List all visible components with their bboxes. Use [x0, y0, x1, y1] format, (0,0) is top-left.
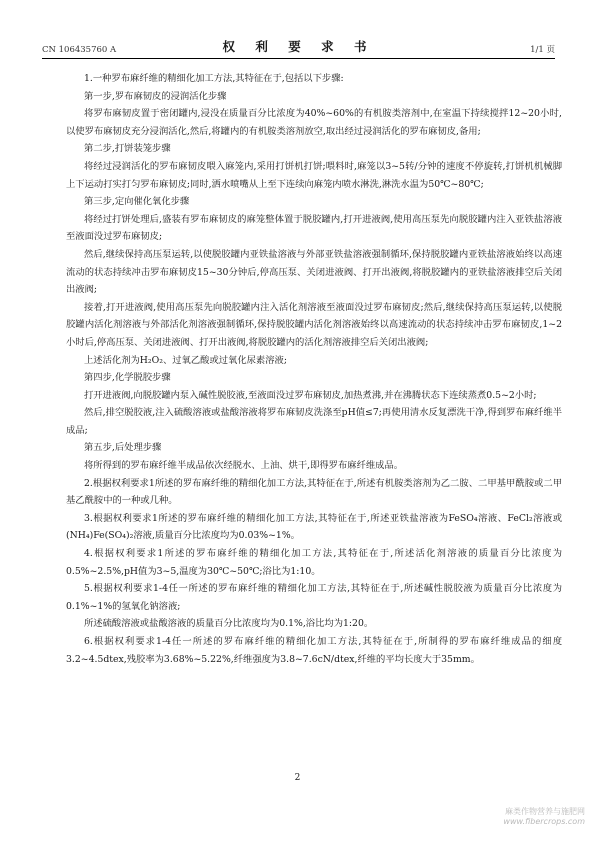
claim-paragraph: 将经过浸润活化的罗布麻韧皮喂入麻笼内,采用打饼机打饼;喂料时,麻笼以3~5转/分钟的速度不停旋转,打饼机机械脚上下运动打实打匀罗布麻韧皮;同时,洒水喷嘴从上至下连续向麻笼内喷水淋洗,淋洗水温为50℃~80℃; — [66, 160, 562, 190]
claim-paragraph: 将罗布麻韧皮置于密闭罐内,浸没在质量百分比浓度为40%~60%的有机胺类溶剂中,在室温下持续搅拌12~20小时,以使罗布麻韧皮充分浸润活化,然后,将罐内的有机胺类溶剂放空,取出经过浸润活化的罗布麻韧皮,备用; — [66, 108, 562, 137]
claim-paragraph: 1.一种罗布麻纤维的精细化加工方法,其特征在于,包括以下步骤: — [84, 73, 344, 84]
page-header — [42, 39, 555, 59]
claim-paragraph: 第四步,化学脱胶步骤 — [84, 372, 171, 384]
claim-paragraph: 第二步,打饼装笼步骤 — [84, 143, 171, 155]
claim-paragraph: 上述活化剂为H₂O₂、过氧乙酸或过氧化尿素溶液; — [84, 354, 287, 366]
publication-number: CN 106435760 A — [42, 45, 117, 55]
claim-paragraph: 将经过打饼处理后,盛装有罗布麻韧皮的麻笼整体置于脱胶罐内,打开进液阀,使用高压泵先向脱胶罐内注入亚铁盐溶液至液面没过罗布麻韧皮; — [66, 213, 562, 243]
claim-paragraph: 第一步,罗布麻韧皮的浸润活化步骤 — [84, 90, 227, 102]
claim-paragraph: 6.根据权利要求1-4任一所述的罗布麻纤维的精细化加工方法,其特征在于,所制得的罗布麻纤维成品的细度3.2~4.5dtex,残胶率为3.68%~5.22%,纤维强度为3.8~7.6cN/dtex,纤维的平均长度大于35mm。 — [66, 636, 562, 665]
claim-paragraph: 4.根据权利要求1所述的罗布麻纤维的精细化加工方法,其特征在于,所述活化剂溶液的质量百分比浓度为0.5%~2.5%,pH值为3~5,温度为30℃~50℃;浴比为1:10。 — [66, 548, 562, 577]
claim-paragraph: 2.根据权利要求1所述的罗布麻纤维的精细化加工方法,其特征在于,所述有机胺类溶剂为乙二胺、二甲基甲酰胺或二甲基乙酰胺中的一种或几种。 — [66, 477, 562, 507]
claims-body — [66, 70, 562, 668]
claim-paragraph: 打开进液阀,向脱胶罐内泵入碱性脱胶液,至液面没过罗布麻韧皮,加热煮沸,并在沸腾状态下连续蒸煮0.5~2小时; — [84, 389, 537, 401]
document-title: 权 利 要 求 书 — [222, 39, 375, 54]
claim-paragraph: 接着,打开进液阀,使用高压泵先向脱胶罐内注入活化剂溶液至液面没过罗布麻韧皮;然后,继续保持高压泵运转,以使脱胶罐内活化剂溶液与外部活化剂溶液强制循环,保持脱胶罐内活化剂溶液始终以高速流动的状态持续冲击罗布麻韧皮,1~2小时后,停高压泵、关闭进液阀、打开出液阀,将脱胶罐内的活化剂溶液排空后关闭出液阀; — [66, 301, 562, 348]
page-number: 2 — [294, 773, 301, 783]
claim-paragraph: 第五步,后处理步骤 — [84, 442, 162, 454]
claim-paragraph: 所述硫酸溶液或盐酸溶液的质量百分比浓度均为0.1%,浴比均为1:20。 — [84, 618, 374, 630]
claim-paragraph: 5.根据权利要求1-4任一所述的罗布麻纤维的精细化加工方法,其特征在于,所述碱性脱胶液为质量百分比浓度为0.1%~1%的氢氧化钠溶液; — [66, 583, 562, 612]
page-indicator: 1/1 页 — [530, 45, 555, 55]
claim-paragraph: 然后,排空脱胶液,注入硫酸溶液或盐酸溶液将罗布麻韧皮洗涤至pH值≤7;再使用清水反复漂洗干净,得到罗布麻纤维半成品; — [66, 407, 562, 436]
claim-paragraph: 然后,继续保持高压泵运转,以使脱胶罐内亚铁盐溶液与外部亚铁盐溶液强制循环,保持脱胶罐内亚铁盐溶液始终以高速流动的状态持续冲击罗布麻韧皮15~30分钟后,停高压泵、关闭进液阀、打开出液阀,将脱胶罐内的亚铁盐溶液排空后关闭出液阀; — [66, 248, 562, 296]
watermark-url: www.fibercrops.com — [503, 817, 585, 826]
claim-paragraph: 第三步,定向催化氧化步骤 — [84, 196, 190, 208]
claim-paragraph: 将所得到的罗布麻纤维半成品依次经脱水、上油、烘干,即得罗布麻纤维成品。 — [84, 460, 404, 472]
watermark — [503, 807, 585, 827]
claim-paragraph: 3.根据权利要求1所述的罗布麻纤维的精细化加工方法,其特征在于,所述亚铁盐溶液为FeSO₄溶液、FeCl₂溶液或(NH₄)Fe(SO₄)₂溶液,质量百分比浓度均为0.03%~1%。 — [66, 512, 562, 542]
watermark-site-name: 麻类作物营养与施肥网 — [505, 807, 585, 816]
